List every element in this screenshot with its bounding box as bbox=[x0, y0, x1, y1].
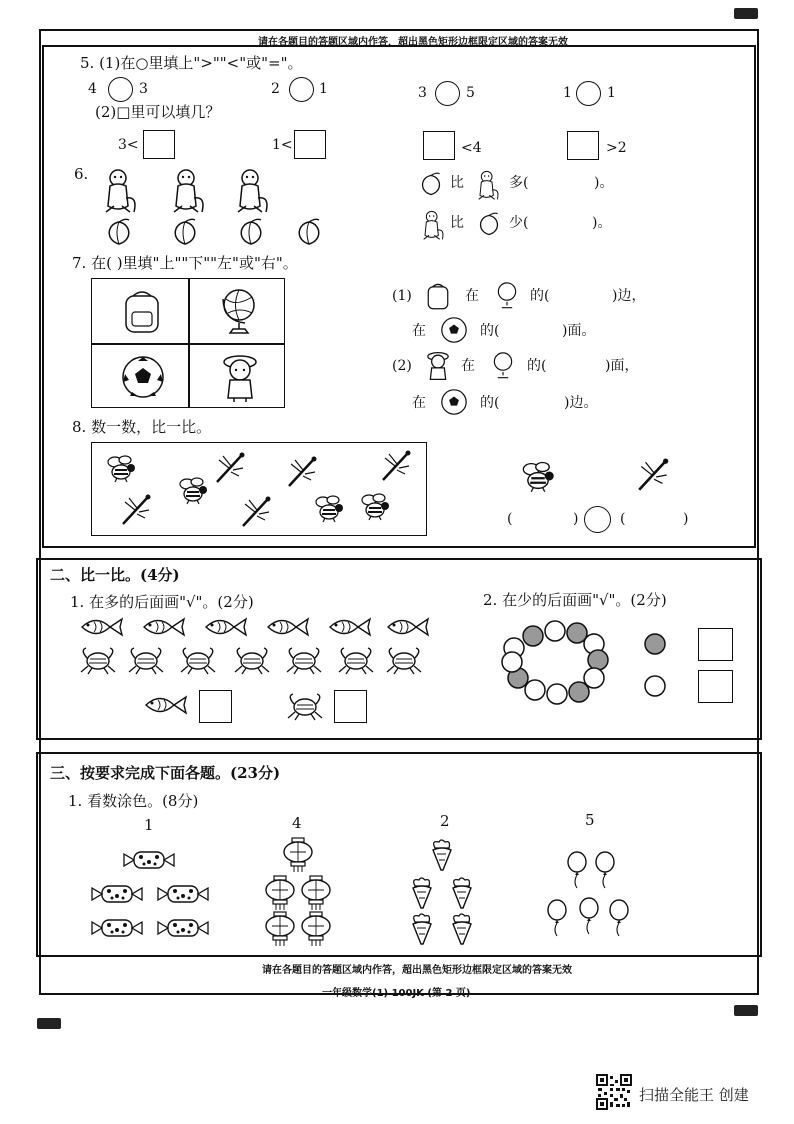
fill-box-1[interactable] bbox=[143, 130, 175, 159]
q5-left-4: 1 bbox=[563, 85, 572, 101]
q7-p2-de: 的( bbox=[527, 358, 547, 374]
q8-open-1: ( bbox=[507, 511, 513, 527]
peach-icon bbox=[476, 212, 502, 238]
compare-circle-q8[interactable] bbox=[584, 506, 611, 533]
fish-row bbox=[78, 614, 438, 642]
watermark-text: 扫描全能王 创建 bbox=[639, 1086, 749, 1104]
q7-p1b-de: 的( bbox=[480, 323, 500, 339]
radish-group bbox=[405, 838, 481, 948]
section-2-title: 二、比一比。(4分) bbox=[50, 566, 180, 584]
girl-icon bbox=[424, 350, 452, 382]
schoolbag-icon bbox=[425, 282, 451, 310]
q8-open-2: ( bbox=[620, 511, 626, 527]
lantern-group bbox=[262, 836, 334, 948]
q6-bi-1: 比 bbox=[450, 175, 464, 191]
football-icon bbox=[120, 354, 166, 400]
circle-ring bbox=[500, 618, 612, 708]
q5-right-1: 3 bbox=[139, 81, 148, 97]
bee-icon bbox=[520, 458, 556, 494]
q7-p1-num: (1) bbox=[392, 288, 412, 304]
fill-label-4: >2 bbox=[606, 140, 627, 156]
color-count-2: 4 bbox=[292, 814, 302, 832]
q7-p1b-zai: 在 bbox=[412, 323, 426, 339]
q7-p2b-zai: 在 bbox=[412, 395, 426, 411]
q5-left-2: 2 bbox=[271, 81, 280, 97]
fill-label-3: <4 bbox=[461, 140, 482, 156]
q5-right-3: 5 bbox=[466, 85, 475, 101]
q8-title: 8. 数一数，比一比。 bbox=[72, 418, 212, 436]
header-notice: 请在各题目的答题区域内作答，超出黑色矩形边框限定区域的答案无效 bbox=[258, 37, 568, 48]
crab-icon bbox=[283, 692, 327, 722]
q5-title: 5. (1)在○里填上">""<"或"="。 bbox=[80, 54, 303, 72]
dragonfly-icon bbox=[636, 458, 672, 494]
page-label: 一年级数学(1) 100JK (第 2 页) bbox=[322, 988, 471, 999]
color-count-3: 2 bbox=[440, 812, 450, 830]
crab-row bbox=[78, 646, 438, 674]
globe-icon bbox=[494, 280, 520, 310]
answer-box-gray[interactable] bbox=[698, 628, 733, 661]
peach-icon bbox=[418, 172, 444, 198]
monkey-icon bbox=[472, 170, 504, 202]
q6-end-2: )。 bbox=[592, 215, 612, 231]
q5-sub2-title: (2)□里可以填几？ bbox=[95, 103, 221, 121]
q7-p2-end: )面， bbox=[605, 358, 639, 374]
white-circle-icon bbox=[643, 674, 667, 698]
q7-p2-zai: 在 bbox=[461, 358, 475, 374]
q8-insects bbox=[91, 442, 427, 536]
globe-icon bbox=[218, 285, 260, 337]
q6-bi-2: 比 bbox=[450, 215, 464, 231]
color-count-1: 1 bbox=[144, 816, 154, 834]
monkey-icon bbox=[417, 210, 449, 242]
compare-circle-1[interactable] bbox=[108, 77, 133, 102]
q8-close-1: ) bbox=[573, 511, 579, 527]
q6-label: 6. bbox=[74, 165, 89, 183]
fill-box-4[interactable] bbox=[567, 131, 599, 160]
grid-divider bbox=[91, 343, 285, 345]
q5-right-2: 1 bbox=[319, 81, 328, 97]
fill-label-2: 1< bbox=[272, 137, 293, 153]
answer-box-fish[interactable] bbox=[199, 690, 232, 723]
compare-circle-4[interactable] bbox=[576, 81, 601, 106]
corner-mark bbox=[734, 1005, 758, 1016]
q5-left-1: 4 bbox=[88, 81, 97, 97]
q6-less: 少( bbox=[509, 215, 529, 231]
fill-box-2[interactable] bbox=[294, 130, 326, 159]
fill-box-3[interactable] bbox=[423, 131, 455, 160]
section-3-title: 三、按要求完成下面各题。(23分) bbox=[50, 764, 281, 782]
sec2-q1: 1. 在多的后面画"√"。(2分) bbox=[70, 593, 254, 611]
sec3-q1: 1. 看数涂色。(8分) bbox=[68, 792, 199, 810]
answer-box-white[interactable] bbox=[698, 670, 733, 703]
q6-end-1: )。 bbox=[594, 175, 614, 191]
q6-monkeys bbox=[100, 168, 280, 216]
compare-circle-2[interactable] bbox=[289, 77, 314, 102]
q5-right-4: 1 bbox=[607, 85, 616, 101]
q7-p1b-end: )面。 bbox=[562, 323, 596, 339]
q5-left-3: 3 bbox=[418, 85, 427, 101]
q6-more: 多( bbox=[509, 175, 529, 191]
schoolbag-icon bbox=[121, 288, 163, 334]
qr-code-icon bbox=[596, 1074, 632, 1110]
sec2-q2: 2. 在少的后面画"√"。(2分) bbox=[483, 591, 667, 609]
fish-icon bbox=[140, 692, 192, 720]
compare-circle-3[interactable] bbox=[435, 81, 460, 106]
footer-notice: 请在各题目的答题区域内作答，超出黑色矩形边框限定区域的答案无效 bbox=[262, 965, 572, 976]
corner-mark bbox=[37, 1018, 61, 1029]
corner-mark bbox=[734, 8, 758, 19]
q8-close-2: ) bbox=[683, 511, 689, 527]
football-icon bbox=[440, 316, 468, 344]
color-count-4: 5 bbox=[585, 811, 595, 829]
candy-group bbox=[90, 846, 210, 946]
q6-peaches bbox=[105, 218, 295, 248]
q7-p2b-end: )边。 bbox=[564, 395, 598, 411]
globe-icon bbox=[490, 350, 516, 380]
gray-circle-icon bbox=[643, 632, 667, 656]
q7-title: 7. 在( )里填"上""下""左"或"右"。 bbox=[72, 254, 298, 272]
q7-p1-de: 的( bbox=[530, 288, 550, 304]
q7-p2b-de: 的( bbox=[480, 395, 500, 411]
balloon-group bbox=[545, 850, 635, 950]
girl-icon bbox=[218, 352, 262, 402]
q7-p1-end: )边， bbox=[612, 288, 646, 304]
football-icon bbox=[440, 388, 468, 416]
answer-box-crab[interactable] bbox=[334, 690, 367, 723]
q7-p1-zai: 在 bbox=[465, 288, 479, 304]
fill-label-1: 3< bbox=[118, 137, 139, 153]
q7-p2-num: (2) bbox=[392, 358, 412, 374]
